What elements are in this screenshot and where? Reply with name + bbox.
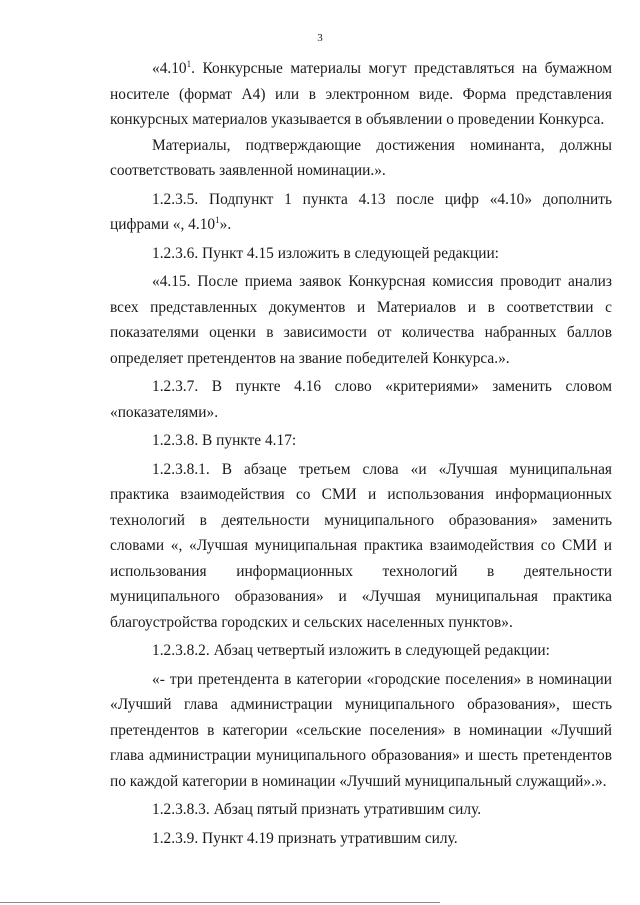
- paragraph-quote-candidates: «- три претендента в категории «городские поселения» в номинации «Лучший глава администрации муниципального образования», шесть претендентов в категории «сельские поселения» в номинации «Лучший глава администрации муниципального образования» и шесть претендентов по каждой категории в номинации «Лучший муниципальный служащий».».: [110, 670, 612, 790]
- paragraph-4-15: «4.15. После приема заявок Конкурсная комиссия проводит анализ всех представленных документов и Материалов и в соответствии с показателями оценки в зависимости от количества набранных баллов определяет претендентов на звание победителей Конкурса.».: [110, 273, 612, 367]
- paragraph-1-2-3-8-1: 1.2.3.8.1. В абзаце третьем слова «и «Лучшая муниципальная практика взаимодействия со СМИ и использования информационных технологий в деятельности муниципального образования» заменить словами «, «Лучшая муниципальная практика взаимодействия со СМИ и использования информационных технологий в деятельности муниципального образования» и «Лучшая муниципальная практика благоустройства городских и сельских населенных пунктов».: [110, 460, 612, 631]
- document-body: [110, 56, 612, 854]
- paragraph-1-2-3-8-3: 1.2.3.8.3. Абзац пятый признать утратившим силу.: [152, 801, 482, 818]
- paragraph-1-2-3-5: 1.2.3.5. Подпункт 1 пункта 4.13 после цифр «4.10» дополнить цифрами «, 4.10$^1$».: [110, 190, 612, 233]
- paragraph-1-2-3-8: 1.2.3.8. В пункте 4.17:: [152, 432, 297, 449]
- page-number: 3: [317, 32, 323, 44]
- paragraph-materials: Материалы, подтверждающие достижения номинанта, должны соответствовать заявленной номинации.».: [110, 136, 612, 179]
- paragraph-1-2-3-6: 1.2.3.6. Пункт 4.15 изложить в следующей редакции:: [152, 244, 499, 262]
- paragraph-1-2-3-8-2: 1.2.3.8.2. Абзац четвертый изложить в следующей редакции:: [152, 642, 550, 659]
- paragraph-1-2-3-9: 1.2.3.9. Пункт 4.19 признать утратившим силу.: [152, 829, 458, 847]
- paragraph-1-2-3-7: 1.2.3.7. В пункте 4.16 слово «критериями» заменить словом «показателями».: [110, 378, 612, 421]
- paragraph-4-10-1: «4.10$^1$. Конкурсные материалы могут представляться на бумажном носителе (формат А4) или в электронном виде. Форма представления конкурсных материалов указывается в объявлении о проведении Конкурса.: [110, 59, 612, 128]
- footer-divider: [0, 902, 440, 903]
